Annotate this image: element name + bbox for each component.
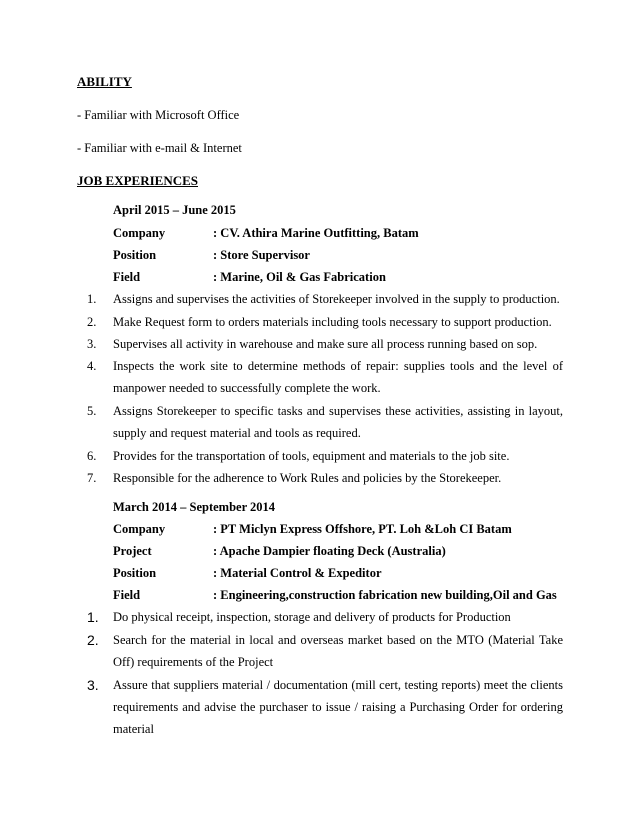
duty-item [87,333,563,355]
field-value: : Engineering,construction fabrication new building,Oil and Gas [213,588,557,602]
field-key: Field [113,588,141,602]
duty-item [87,288,563,310]
duty-number: 1. [87,609,99,625]
duty-text: Provides for the transportation of tools, equipment and materials to the job site. [113,449,510,463]
field-value: : CV. Athira Marine Outfitting, Batam [213,226,419,240]
ability-item: - Familiar with Microsoft Office [77,108,240,122]
field-value: : Store Supervisor [213,248,310,262]
duty-item [87,445,563,467]
duty-text: Make Request form to orders materials including tools necessary to support production. [113,315,552,329]
field-value: : Marine, Oil & Gas Fabrication [213,270,386,284]
duty-item [87,355,563,399]
duty-number: 6. [87,449,97,463]
job-field-row [113,226,419,241]
duty-number: 3. [87,677,99,693]
job-field-row [113,270,386,285]
duty-text: Inspects the work site to determine methods of repair: supplies tools and the level of manpower needed to successfully complete the work. [113,359,563,395]
field-value: : Apache Dampier floating Deck (Australia) [213,544,446,558]
duty-item [87,467,563,489]
job-field-row [113,544,446,559]
duty-text: Assure that suppliers material / documentation (mill cert, testing reports) meet the clients requirements and advise the purchaser to issue / raising a Purchasing Order for ordering material [113,678,563,736]
job-field-row [113,588,557,603]
field-key: Project [113,544,152,558]
field-value: : Material Control & Expeditor [213,566,382,580]
field-value: : PT Miclyn Express Offshore, PT. Loh &Loh CI Batam [213,522,512,536]
job-period: March 2014 – September 2014 [113,500,276,514]
duty-text: Supervises all activity in warehouse and make sure all process running based on sop. [113,337,538,351]
duty-number: 3. [87,337,97,351]
duty-item [87,311,563,333]
job-field-row [113,566,382,581]
job-field-row [113,522,512,537]
field-key: Company [113,226,166,240]
duty-item [87,606,563,628]
duty-number: 2. [87,315,97,329]
duty-number: 1. [87,292,97,306]
duty-item [87,674,563,740]
duty-number: 5. [87,404,97,418]
field-key: Company [113,522,166,536]
ability-heading: ABILITY [77,74,132,89]
field-key: Position [113,566,157,580]
duty-text: Do physical receipt, inspection, storage and delivery of products for Production [113,610,511,624]
duty-number: 2. [87,632,99,648]
duty-number: 7. [87,471,97,485]
job-field-row [113,248,310,263]
field-key: Position [113,248,157,262]
ability-item: - Familiar with e-mail & Internet [77,141,242,155]
field-key: Field [113,270,141,284]
duty-text: Responsible for the adherence to Work Rules and policies by the Storekeeper. [113,471,502,485]
duty-item [87,400,563,444]
duty-text: Search for the material in local and overseas market based on the MTO (Material Take Off) requirements of the Project [113,633,563,669]
job-experiences-heading: JOB EXPERIENCES [77,173,198,188]
duty-text: Assigns and supervises the activities of Storekeeper involved in the supply to production. [113,292,560,306]
job-period: April 2015 – June 2015 [113,203,236,217]
duty-text: Assigns Storekeeper to specific tasks and supervises these activities, assisting in layout, supply and request material and tools as required. [113,404,563,440]
duty-item [87,629,563,673]
duty-number: 4. [87,359,97,373]
